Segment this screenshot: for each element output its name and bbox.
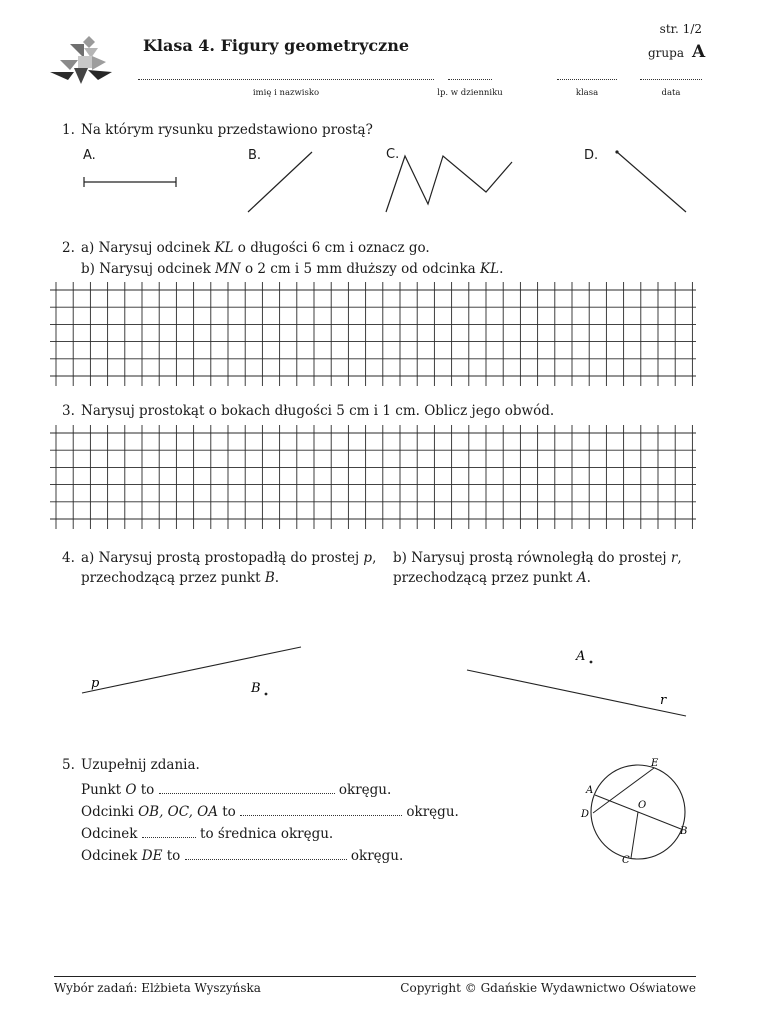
footer-author: Wybór zadań: Elżbieta Wyszyńska [54,981,261,995]
group-indicator [648,42,705,62]
q3-drawing-grid[interactable] [50,425,696,529]
q1-text: Na którym rysunku przedstawiono prostą? [81,122,373,138]
q4-part-a: a) Narysuj prostą prostopadłą do prostej p, przechodzącą przez punkt B. [81,550,377,586]
number-field[interactable] [448,78,492,80]
q4-number: 4. [62,550,75,566]
q1-figures [0,140,768,220]
name-field[interactable] [138,78,434,80]
q3-text: Narysuj prostokąt o bokach długości 5 cm i 1 cm. Oblicz jego obwód. [81,403,555,419]
line-p [82,647,301,693]
publisher-logo [48,34,114,88]
q4-figures[interactable] [0,630,768,730]
page-title: Klasa 4. Figury geometryczne [143,36,410,55]
q2-part-a: a) Narysuj odcinek KL o długości 6 cm i oznacz go. [81,240,430,256]
q1-number: 1. [62,122,75,138]
q5-sentence-4: Odcinek DE to okręgu. [81,848,404,864]
line-p-label: p [91,676,100,691]
group-label: grupa [648,46,684,60]
footer-rule [54,976,696,977]
line-r [467,670,686,716]
name-field-label: imię i nazwisko [252,88,320,98]
q1-option-a-label: A. [83,148,96,163]
label-c: C [622,855,630,866]
q1-option-b-label: B. [248,148,262,163]
q5-blank-2[interactable] [240,803,402,816]
q5-text: Uzupełnij zdania. [81,757,200,773]
radius-oc [631,812,638,858]
date-field[interactable] [640,78,702,80]
footer-copyright: Copyright © Gdańskie Wydawnictwo Oświatowe [400,981,696,995]
point-b-label: B [251,681,261,696]
q1-option-d-label: D. [584,148,599,163]
label-a: A [586,785,594,796]
q3-number: 3. [62,403,75,419]
q5-sentence-3: Odcinek to średnica okręgu. [81,826,334,842]
q2-drawing-grid[interactable] [50,282,696,386]
q1-zigzag-figure [386,156,512,212]
q5-sentence-2: Odcinki OB, OC, OA to okręgu. [81,804,459,820]
q2-part-b: b) Narysuj odcinek MN o 2 cm i 5 mm dłuższy od odcinka KL. [81,261,504,277]
q5-circle-figure [570,750,700,870]
point-a-label: A [576,649,586,664]
group-letter: A [691,42,706,62]
label-o: O [638,800,647,811]
q5-blank-1[interactable] [159,781,335,794]
date-field-label: data [661,88,681,98]
q4-part-b: b) Narysuj prostą równoległą do prostej r, przechodzącą przez punkt A. [393,550,682,586]
class-field[interactable] [557,78,617,80]
q2-number: 2. [62,240,75,256]
label-b: B [680,826,688,837]
line-r-label: r [660,693,667,708]
class-field-label: klasa [575,88,599,98]
number-field-label: lp. w dzienniku [437,88,503,98]
q5-sentence-1: Punkt O to okręgu. [81,782,392,798]
page-number: str. 1/2 [659,22,702,36]
q5-number: 5. [62,757,75,773]
q1-option-c-label: C. [386,147,400,162]
q5-blank-3[interactable] [142,825,196,838]
q1-ray-d-figure [615,150,686,212]
label-e: E [651,758,659,769]
label-d: D [581,809,590,820]
q1-segment-figure [84,177,176,187]
point-b [265,693,268,696]
q5-blank-4[interactable] [185,847,347,860]
point-a [590,661,593,664]
q1-ray-figure [248,152,312,212]
